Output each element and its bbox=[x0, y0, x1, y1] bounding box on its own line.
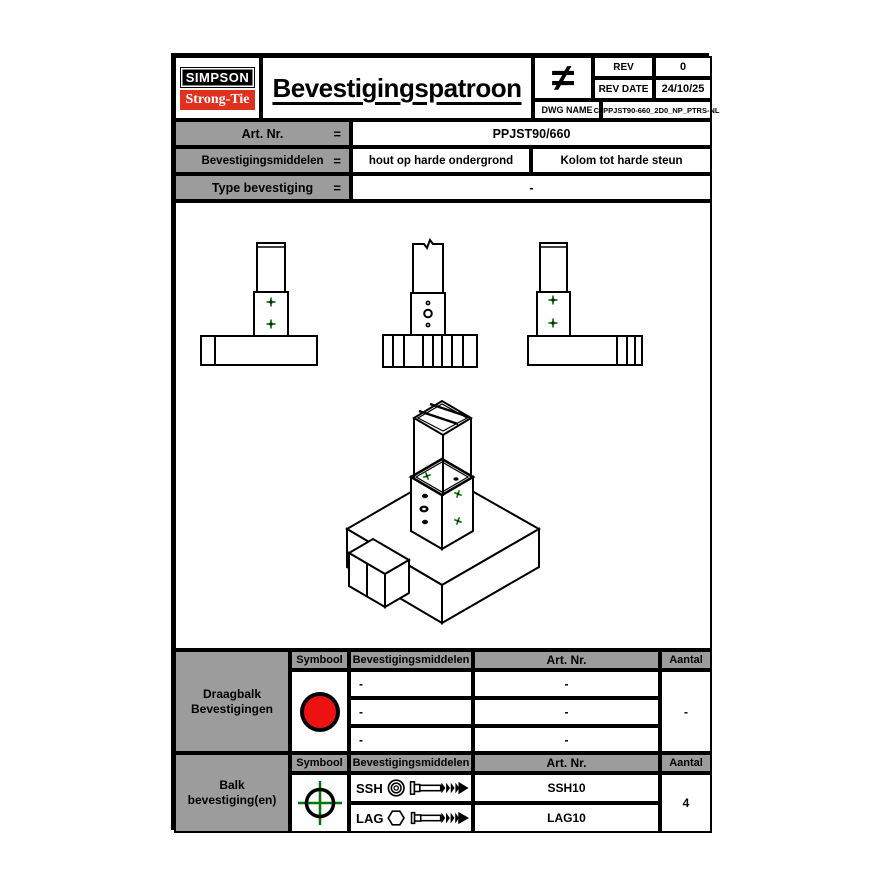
post-header-artnr: Art. Nr. bbox=[473, 753, 660, 773]
post-row-artnr-lag: LAG10 bbox=[473, 803, 660, 833]
beam-symbol-cell bbox=[290, 670, 349, 753]
elevation-view-left bbox=[200, 236, 320, 368]
elevation-view-right bbox=[525, 236, 645, 368]
beam-section-label-cell bbox=[174, 650, 290, 753]
post-row-middel-ssh: SSH bbox=[349, 773, 473, 803]
rev-value-cell bbox=[654, 56, 712, 78]
post-header-aantal: Aantal bbox=[660, 753, 712, 773]
beam-row-artnr: - bbox=[473, 698, 660, 726]
rev-date-value-cell bbox=[654, 78, 712, 100]
red-circle-icon bbox=[300, 692, 340, 732]
art-nr-value-cell bbox=[351, 120, 712, 147]
ssh-screw-icon bbox=[409, 777, 471, 799]
bevestigingsmiddelen-right-value: Kolom tot harde steun bbox=[560, 154, 683, 167]
green-crosshair-icon bbox=[296, 779, 344, 827]
beam-section-label-line1: Draagbalk bbox=[202, 686, 262, 701]
art-nr-label: Art. Nr. bbox=[241, 126, 284, 141]
drawing-sheet bbox=[171, 53, 720, 830]
page-title: Bevestigingspatroon bbox=[272, 72, 522, 103]
post-header-symbool: Symbool bbox=[290, 753, 349, 773]
beam-row-middel: - bbox=[349, 726, 473, 753]
bevestigingsmiddelen-left-value: hout op harde ondergrond bbox=[368, 154, 514, 167]
title-cell bbox=[261, 56, 533, 120]
brand-strongtie: Strong-Tie bbox=[180, 90, 255, 110]
isometric-view bbox=[335, 393, 575, 633]
beam-aantal-cell: - bbox=[660, 670, 712, 753]
rev-label: REV bbox=[613, 61, 634, 73]
drawing-area bbox=[174, 201, 712, 650]
dwg-name-label-cell bbox=[533, 100, 601, 120]
beam-row-artnr: - bbox=[473, 726, 660, 753]
bevestigingsmiddelen-right-cell bbox=[531, 147, 712, 174]
art-nr-eq: = bbox=[333, 126, 341, 141]
rev-date-label-cell bbox=[593, 78, 654, 100]
not-equal-icon: ≠ bbox=[551, 56, 575, 99]
post-aantal-cell: 4 bbox=[660, 773, 712, 833]
rev-date-value: 24/10/25 bbox=[661, 83, 705, 95]
rev-label-cell bbox=[593, 56, 654, 78]
lag-screw-icon bbox=[410, 807, 471, 829]
rev-value: 0 bbox=[679, 61, 687, 73]
post-header-middelen: Bevestigingsmiddelen bbox=[349, 753, 473, 773]
hex-head-icon bbox=[387, 807, 405, 829]
beam-row-middel: - bbox=[349, 670, 473, 698]
type-bevestiging-eq: = bbox=[333, 180, 341, 195]
beam-header-symbool: Symbool bbox=[290, 650, 349, 670]
beam-row-artnr: - bbox=[473, 670, 660, 698]
type-bevestiging-value-cell bbox=[351, 174, 712, 201]
dwg-name-value-cell bbox=[593, 100, 720, 120]
bevestigingsmiddelen-eq: = bbox=[333, 153, 341, 168]
washer-head-icon bbox=[387, 777, 405, 799]
beam-header-middelen: Bevestigingsmiddelen bbox=[349, 650, 473, 670]
bevestigingsmiddelen-left-cell bbox=[351, 147, 531, 174]
art-nr-value: PPJST90/660 bbox=[492, 126, 571, 141]
beam-row-middel: - bbox=[349, 698, 473, 726]
brand-simpson: SIMPSON bbox=[180, 67, 255, 88]
elevation-view-center bbox=[380, 236, 480, 368]
type-bevestiging-label-cell bbox=[174, 174, 351, 201]
post-row-middel-lag: LAG bbox=[349, 803, 473, 833]
dwg-name-value: C_PPJST90-660_2D0_NP_PTRS-NL bbox=[593, 105, 720, 115]
rev-date-label: REV DATE bbox=[598, 83, 649, 95]
post-section-label-cell bbox=[174, 753, 290, 833]
type-bevestiging-label: Type bevestiging bbox=[211, 180, 314, 195]
bevestigingsmiddelen-label-cell bbox=[174, 147, 351, 174]
beam-header-artnr: Art. Nr. bbox=[473, 650, 660, 670]
post-row-artnr-ssh: SSH10 bbox=[473, 773, 660, 803]
art-nr-label-cell bbox=[174, 120, 351, 147]
beam-header-aantal: Aantal bbox=[660, 650, 712, 670]
simpson-strongtie-logo bbox=[180, 67, 255, 110]
post-symbol-cell bbox=[290, 773, 349, 833]
type-bevestiging-value: - bbox=[529, 180, 534, 195]
logo-cell bbox=[174, 56, 261, 120]
not-equal-cell bbox=[533, 56, 593, 100]
post-section-label-line1: Balk bbox=[219, 778, 245, 792]
dwg-name-label: DWG NAME bbox=[541, 105, 593, 115]
bevestigingsmiddelen-label: Bevestigingsmiddelen bbox=[201, 154, 324, 167]
post-section-label-line2: bevestiging(en) bbox=[187, 793, 277, 807]
beam-section-label-line2: Bevestigingen bbox=[190, 701, 274, 716]
